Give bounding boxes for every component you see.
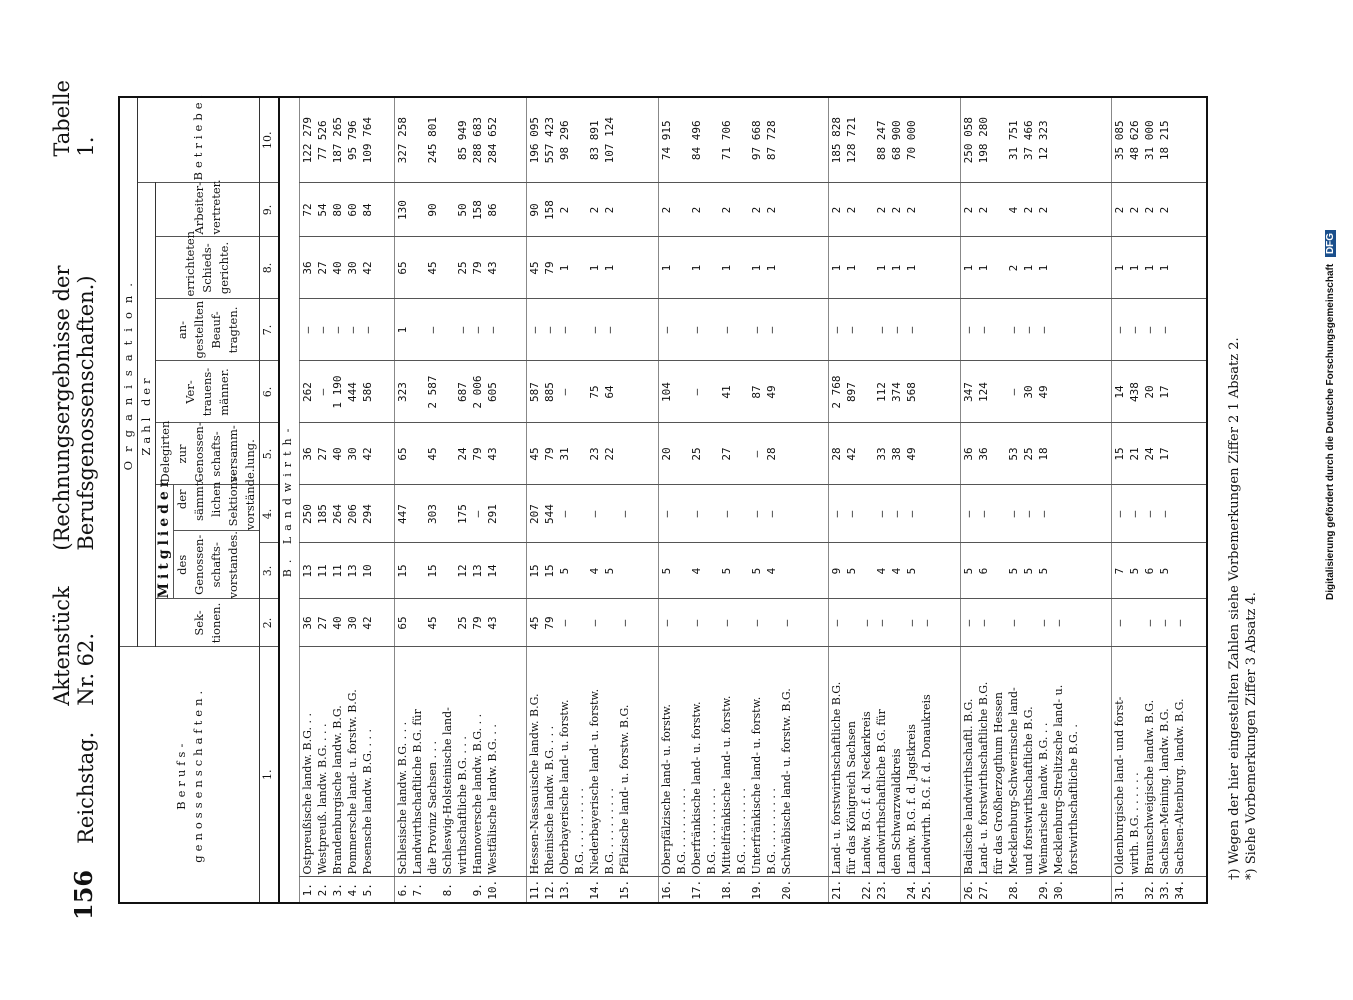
colnum-2: 2. xyxy=(260,599,280,647)
cell-c10: 196 095 557 423 98 296 83 891 107 124 xyxy=(527,97,659,183)
cell-c9: 2 2 2 2 2 xyxy=(659,183,829,237)
col-arbeitervertreter: Arbeiter- vertreter. xyxy=(156,183,260,237)
cell-c5: 28 42 33 38 49 xyxy=(828,423,960,485)
col-berufsgenossenschaften: Berufs- genossenschaften. xyxy=(119,647,260,903)
colnum-7: 7. xyxy=(260,299,280,361)
digitization-credit xyxy=(1325,40,1336,600)
cell-c8: 65 45 25 79 43 xyxy=(394,237,526,299)
cell-c10: 122 279 77 526 187 265 95 796 109 764 xyxy=(300,97,395,183)
row-names: Land- u. forstwirthschaftliche B.G. für das Königreich Sachsen Landw. B.G. f. d. Neckarkreis Landwirthschaftliche B.G. für den Schwarzwaldkreis Landw. B.G. f. d. Jagstkreis Landwirth. B.G. f. d. Donaukreis xyxy=(828,647,960,877)
cell-c5: 65 45 24 79 43 xyxy=(394,423,526,485)
group-mitglieder xyxy=(156,468,260,599)
table-row-group xyxy=(527,97,659,903)
cell-c9: 72 54 80 60 84 xyxy=(300,183,395,237)
page-header xyxy=(50,80,98,920)
cell-c6: 14 438 20 17 xyxy=(1112,361,1207,423)
cell-c4: — — — — — xyxy=(659,485,829,543)
cell-c7: 1 — — — — xyxy=(394,299,526,361)
cell-c2: — — — — — xyxy=(961,599,1112,647)
colnum-4: 4. xyxy=(260,485,280,543)
colnum-3: 3. xyxy=(260,543,280,599)
cell-c4: — — — — xyxy=(1112,485,1207,543)
cell-c6: 323 2 587 687 2 006 605 xyxy=(394,361,526,423)
cell-c4: 207 544 — — — xyxy=(527,485,659,543)
cell-c4: — — — — — xyxy=(961,485,1112,543)
cell-c8: 1 1 2 1 1 xyxy=(961,237,1112,299)
cell-c2: 65 45 25 79 43 xyxy=(394,599,526,647)
cell-c7: — — — — — xyxy=(961,299,1112,361)
cell-c10: 185 828 128 721 88 247 68 900 70 000 xyxy=(828,97,960,183)
dfg-logo: DFG xyxy=(1325,230,1336,257)
col-sektionen: Sek- tionen. xyxy=(156,599,260,647)
row-numbers: 6. 7. 8. 9. 10. xyxy=(394,877,526,903)
cell-c5: 45 79 31 23 22 xyxy=(527,423,659,485)
group-organisation: Organisation. xyxy=(119,97,138,647)
cell-c8: 1 1 1 1 1 xyxy=(828,237,960,299)
cell-c2: 36 27 40 30 42 xyxy=(300,599,395,647)
row-names: Oldenburgische land- und forst- wirth. B.G. . . . . . . Braunschweigische landw. B.G. Sachsen-Meining. landw. B.G. Sachsen-Altenburg. landw. B.G. xyxy=(1112,647,1207,877)
cell-c2: — — — — xyxy=(1112,599,1207,647)
cell-c5: 36 36 53 25 18 xyxy=(961,423,1112,485)
cell-c6: 587 885 — 75 64 xyxy=(527,361,659,423)
cell-c10: 35 085 48 626 31 000 18 215 xyxy=(1112,97,1207,183)
footnote: †) Wegen der hier eingestellten Zahlen siehe Vorbemerkungen Ziffer 2 1 Absatz 2. xyxy=(1227,337,1242,880)
table-row-group xyxy=(1112,97,1207,903)
colnum-1: 1. xyxy=(260,647,280,903)
row-names: Badische landwirthschaftl. B.G. Land- u. forstwirthschaftliche B.G. für das Großherzogthum Hessen Mecklenburg-Schwerinsche land- und forstwirthschaftliche B.G. Weimarische landw. B.G. . . Mecklenburg-Strelitzsche land- u. forstwirthschaftliche B.G. . xyxy=(961,647,1112,877)
cell-c9: 90 158 2 2 2 xyxy=(527,183,659,237)
row-numbers: 21. 22. 23. 24. 25. xyxy=(828,877,960,903)
cell-c8: 36 27 40 30 42 xyxy=(300,237,395,299)
cell-c7: — — — — — xyxy=(300,299,395,361)
colnum-9: 9. xyxy=(260,183,280,237)
table-label: Tabelle 1. xyxy=(50,80,98,157)
section-title: B. Landwirth- xyxy=(279,97,300,903)
cell-c6: 104 — 41 87 49 xyxy=(659,361,829,423)
table-row-group xyxy=(828,97,960,903)
cell-c2: 45 79 — — — xyxy=(527,599,659,647)
cell-c8: 1 1 1 1 1 xyxy=(659,237,829,299)
row-numbers: 1. 2. 3. 4. 5. xyxy=(300,877,395,903)
col-vertrauensmaenner: Ver- trauens- männer. xyxy=(156,361,260,423)
cell-c3: 7 5 6 5 xyxy=(1112,543,1207,599)
table-row-group xyxy=(300,97,395,903)
row-names: Ostpreußische landw. B.G. . . Westpreuß. landw. B.G. . . . Brandenburgische landw. B.G. Pommersche land- u. forstw. B.G. Posensche landw. B.G. . . . xyxy=(300,647,395,877)
table-row-group xyxy=(659,97,829,903)
row-numbers: 11. 12. 13. 14. 15. xyxy=(527,877,659,903)
col-schiedsgerichte: errichteten Schieds- gerichte. xyxy=(156,237,260,299)
cell-c9: 2 2 2 2 2 xyxy=(828,183,960,237)
document-subtitle: (Rechnungsergebnisse der Berufsgenossenschaften.) xyxy=(50,265,98,551)
cell-c4: — — — — — xyxy=(828,485,960,543)
cell-c2: — — — — — xyxy=(659,599,829,647)
cell-c9: 2 2 2 2 xyxy=(1112,183,1207,237)
col-sektionsvorstaende: der sämmt- lichen Sektions- vorstände. xyxy=(175,468,257,531)
col-betriebe: Betriebe. xyxy=(138,97,260,183)
cell-c6: 262 — 1 190 444 586 xyxy=(300,361,395,423)
colnum-10: 10. xyxy=(260,97,280,183)
publication-name: Reichstag. xyxy=(74,731,98,844)
cell-c9: 130 90 50 158 86 xyxy=(394,183,526,237)
cell-c5: 36 27 40 30 42 xyxy=(300,423,395,485)
row-names: Hessen-Nassauische landw. B.G. Rheinische landw. B.G. . . . Oberbayerische land- u. forstw. B.G. . . . . . . . . . Niederbayerische land- u. forstw. B.G. . . . . . . . . . Pfälzische land- u. forstw. B.G. xyxy=(527,647,659,877)
cell-c3: 9 5 4 4 5 xyxy=(828,543,960,599)
cell-c10: 327 258 245 801 85 949 288 683 284 652 xyxy=(394,97,526,183)
mitglieder-label: Mitglieder xyxy=(156,475,172,599)
cell-c7: — — — — xyxy=(1112,299,1207,361)
group-zahl-der: Zahl der xyxy=(138,183,156,647)
organisation-table xyxy=(118,90,1208,904)
cell-c4: 250 185 264 206 294 xyxy=(300,485,395,543)
colnum-6: 6. xyxy=(260,361,280,423)
table-row-group xyxy=(961,97,1112,903)
cell-c5: 20 25 27 — 28 xyxy=(659,423,829,485)
cell-c3: 5 4 5 5 4 xyxy=(659,543,829,599)
cell-c3: 13 11 11 13 10 xyxy=(300,543,395,599)
digitization-note: Digitalisierung gefördert durch die Deutsche Forschungsgemeinschaft xyxy=(1325,263,1336,600)
cell-c10: 74 915 84 496 71 706 97 668 87 728 xyxy=(659,97,829,183)
cell-c6: 2 768 897 112 374 568 xyxy=(828,361,960,423)
cell-c9: 2 2 4 2 2 xyxy=(961,183,1112,237)
row-names: Oberpfälzische land- u. forstw. B.G. . . . . . . . . . Oberfränkische land- u. forstw. B.G. . . . . . . . . . Mittelfränkische land- u. forstw. B.G. . . . . . . . . . Unterfränkische land- u. forstw. B.G. . . . . . . . . . Schwäbische land- u. forstw. B.G. xyxy=(659,647,829,877)
colnum-8: 8. xyxy=(260,237,280,299)
row-names: Schlesische landw. B.G. . . . Landwirthschaftliche B.G. für die Provinz Sachsen . . . Schleswig-Holsteinische land- wirthschaftliche B.G. . . . Hannoversche landw. B.G. . . Westfälische landw. B.G. . . xyxy=(394,647,526,877)
col-genossenschaftsvorstand: des Genossen- schafts- vorstandes. xyxy=(174,530,259,598)
row-numbers: 16. 17. 18. 19. 20. xyxy=(659,877,829,903)
footnotes xyxy=(1226,337,1260,880)
col-beauftragten: an- gestellten Beauf- tragten. xyxy=(156,299,260,361)
cell-c6: 347 124 — 30 49 xyxy=(961,361,1112,423)
cell-c3: 15 15 5 4 5 xyxy=(527,543,659,599)
row-numbers: 31. 32. 33. 34. xyxy=(1112,877,1207,903)
colnum-5: 5. xyxy=(260,423,280,485)
cell-c3: 5 6 5 5 5 xyxy=(961,543,1112,599)
table-row-group xyxy=(394,97,526,903)
cell-c3: 15 15 12 13 14 xyxy=(394,543,526,599)
cell-c7: — — — — — xyxy=(828,299,960,361)
document-number: Aktenstück Nr. 62. xyxy=(50,586,98,706)
footnote: *) Siehe Vorbemerkungen Ziffer 3 Absatz 4. xyxy=(1244,592,1259,880)
col-delegirten: Delegirten zur Genossen- schafts- versamm- lung. xyxy=(156,423,260,485)
column-number-row xyxy=(260,97,280,903)
cell-c10: 250 058 198 280 31 751 37 466 12 323 xyxy=(961,97,1112,183)
row-numbers: 26. 27. 28. 29. 30. xyxy=(961,877,1112,903)
section-row xyxy=(279,97,300,903)
cell-c4: 447 303 175 — 291 xyxy=(394,485,526,543)
page-number: 156 xyxy=(69,869,98,920)
cell-c7: — — — — — xyxy=(659,299,829,361)
cell-c2: — — — — — xyxy=(828,599,960,647)
cell-c8: 1 1 1 1 xyxy=(1112,237,1207,299)
cell-c5: 15 21 24 17 xyxy=(1112,423,1207,485)
cell-c8: 45 79 1 1 1 xyxy=(527,237,659,299)
cell-c7: — — — — — xyxy=(527,299,659,361)
